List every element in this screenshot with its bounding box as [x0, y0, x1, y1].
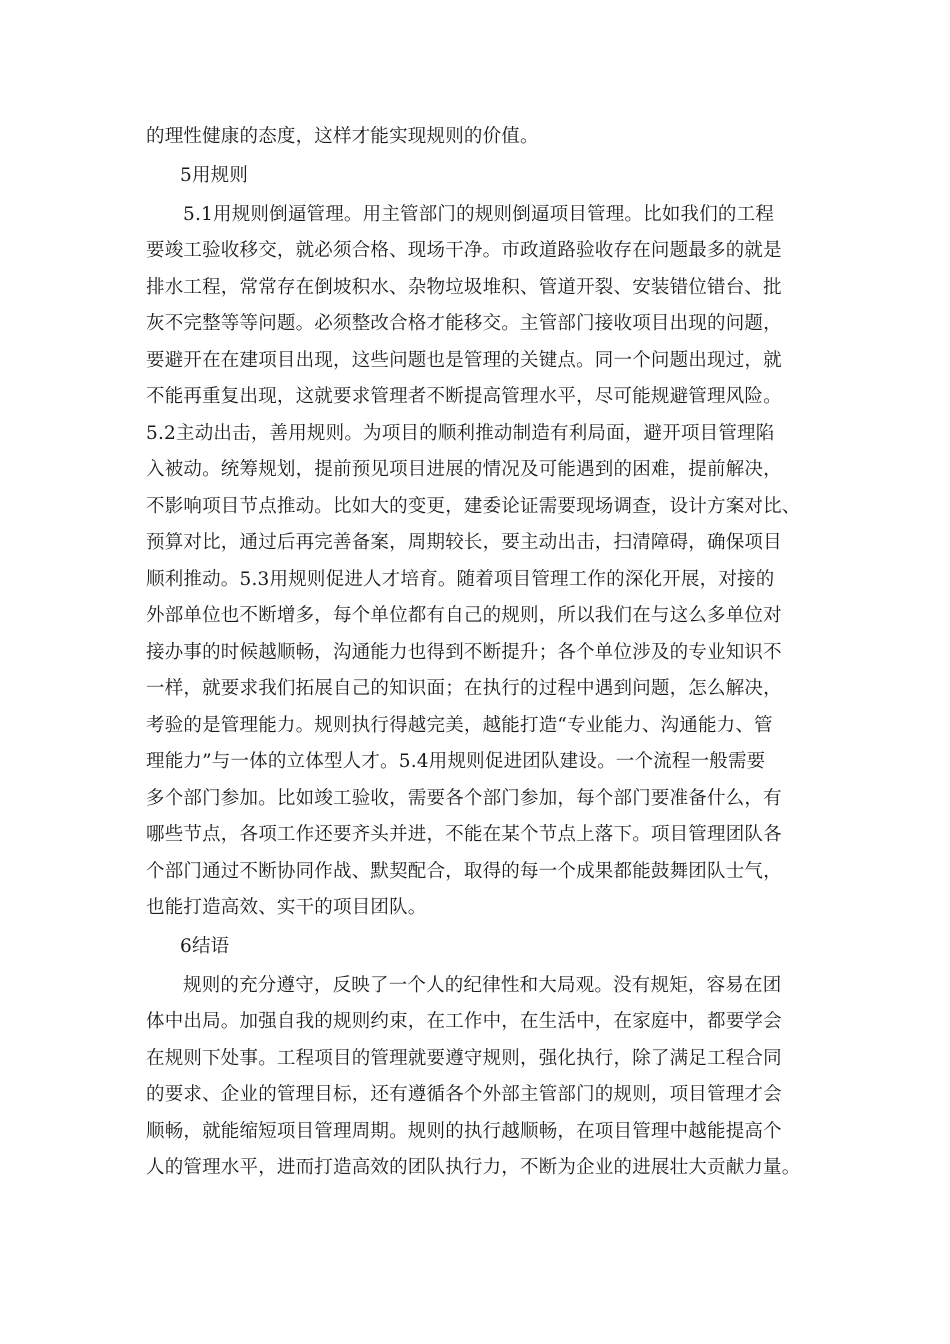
text-line: 考验的是管理能力。规则执行得越完美，越能打造“专业能力、沟通能力、管 — [146, 715, 773, 736]
text-line: 灰不完整等等问题。必须整改合格才能移交。主管部门接收项目出现的问题， — [146, 313, 782, 334]
text-line: 多个部门参加。比如竣工验收，需要各个部门参加，每个部门要准备什么，有 — [146, 788, 782, 809]
text-line: 5.2主动出击，善用规则。为项目的顺利推动制造有利局面，避开项目管理陷 — [146, 423, 775, 444]
text-line: 入被动。统筹规划，提前预见项目进展的情况及可能遇到的困难，提前解决， — [146, 459, 782, 480]
text-line: 哪些节点，各项工作还要齐头并进，不能在某个节点上落下。项目管理团队各 — [146, 824, 782, 845]
text-line: 5.1用规则倒逼管理。用主管部门的规则倒逼项目管理。比如我们的工程 — [183, 204, 775, 225]
text-line: 顺畅，就能缩短项目管理周期。规则的执行越顺畅，在项目管理中越能提高个 — [146, 1121, 782, 1142]
text-line: 不能再重复出现，这就要求管理者不断提高管理水平，尽可能规避管理风险。 — [146, 386, 782, 407]
section-heading: 6结语 — [180, 936, 230, 957]
text-line: 排水工程，常常存在倒坡积水、杂物垃圾堆积、管道开裂、安装错位错台、批 — [146, 277, 782, 298]
text-line: 不影响项目节点推动。比如大的变更，建委论证需要现场调查，设计方案对比、 — [146, 496, 801, 517]
section-heading: 5用规则 — [180, 165, 249, 186]
text-line: 一样，就要求我们拓展自己的知识面；在执行的过程中遇到问题，怎么解决， — [146, 678, 782, 699]
text-line: 体中出局。加强自我的规则约束，在工作中，在生活中，在家庭中，都要学会 — [146, 1011, 782, 1032]
text-line: 人的管理水平，进而打造高效的团队执行力，不断为企业的进展壮大贡献力量。 — [146, 1157, 801, 1178]
text-line: 接办事的时候越顺畅，沟通能力也得到不断提升；各个单位涉及的专业知识不 — [146, 642, 782, 663]
text-line: 理能力”与一体的立体型人才。5.4用规则促进团队建设。一个流程一般需要 — [146, 751, 766, 772]
text-line: 要避开在在建项目出现，这些问题也是管理的关键点。同一个问题出现过，就 — [146, 350, 782, 371]
text-line: 顺利推动。5.3用规则促进人才培育。随着项目管理工作的深化开展，对接的 — [146, 569, 775, 590]
text-line: 要竣工验收移交，就必须合格、现场干净。市政道路验收存在问题最多的就是 — [146, 240, 782, 261]
text-line: 外部单位也不断增多，每个单位都有自己的规则，所以我们在与这么多单位对 — [146, 605, 782, 626]
text-line: 规则的充分遵守，反映了一个人的纪律性和大局观。没有规矩，容易在团 — [183, 975, 782, 996]
text-line: 的要求、企业的管理目标，还有遵循各个外部主管部门的规则，项目管理才会 — [146, 1084, 782, 1105]
text-line: 也能打造高效、实干的项目团队。 — [146, 897, 427, 918]
text-line: 在规则下处事。工程项目的管理就要遵守规则，强化执行，除了满足工程合同 — [146, 1048, 782, 1069]
text-line: 个部门通过不断协同作战、默契配合，取得的每一个成果都能鼓舞团队士气， — [146, 861, 782, 882]
text-line: 预算对比，通过后再完善备案，周期较长，要主动出击，扫清障碍，确保项目 — [146, 532, 782, 553]
text-line: 的理性健康的态度，这样才能实现规则的价值。 — [146, 126, 539, 147]
